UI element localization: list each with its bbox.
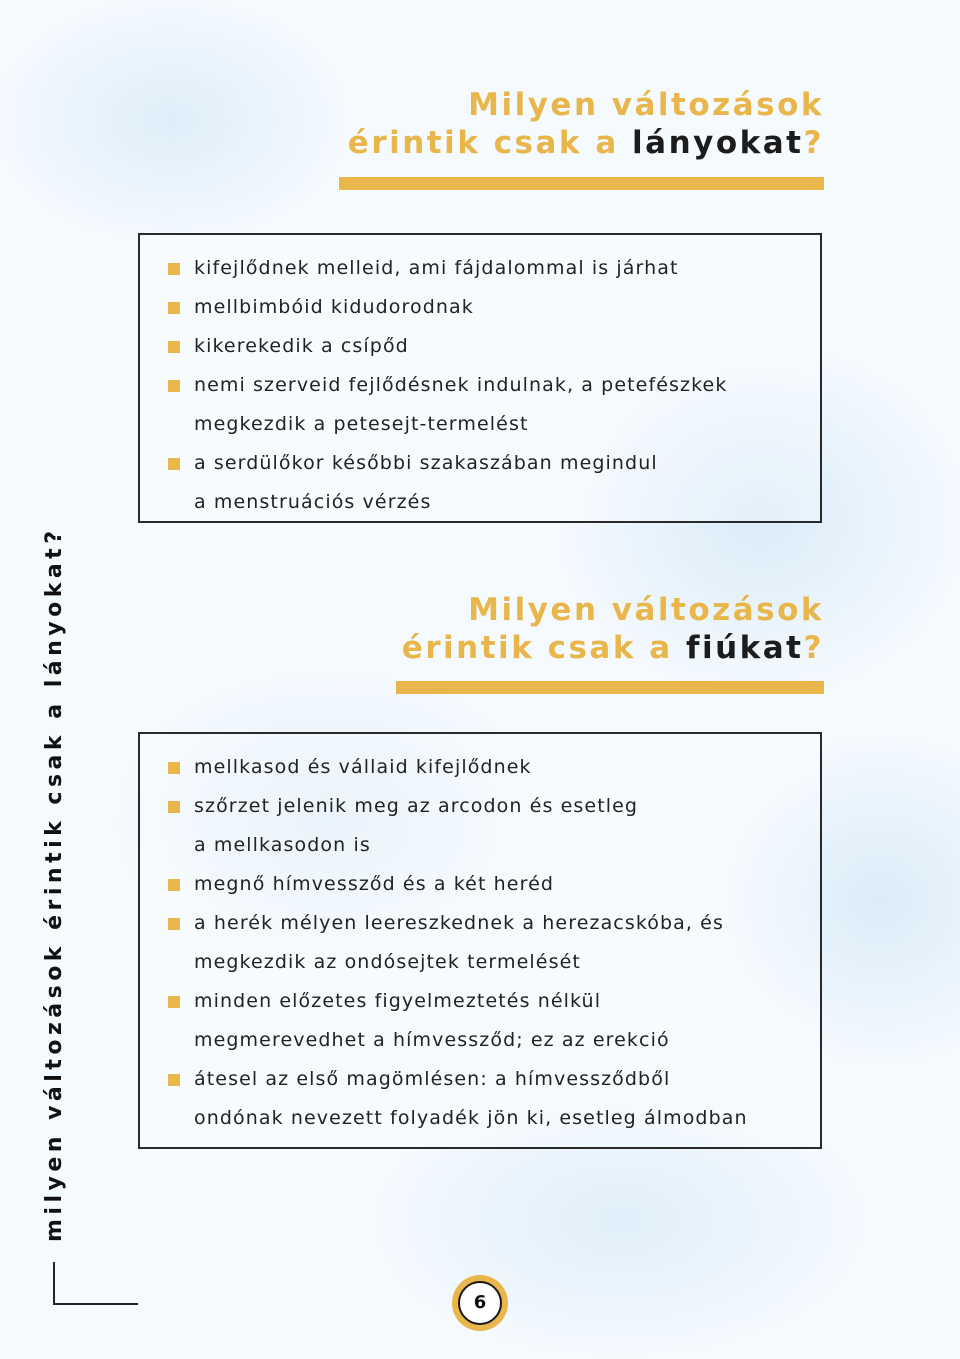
girls-heading-pre: érintik csak a xyxy=(347,125,633,161)
girls-heading-line2 xyxy=(348,124,824,162)
list-item-continuation xyxy=(140,483,820,522)
list-item-text: nemi szerveid fejlődésnek indulnak, a petefészkek xyxy=(194,374,728,396)
list-item xyxy=(140,904,820,943)
list-item-text: kifejlődnek melleid, ami fájdalommal is járhat xyxy=(194,257,679,279)
list-item-continuation xyxy=(140,826,820,865)
list-item xyxy=(140,249,820,288)
boys-heading-line1: Milyen változások xyxy=(468,592,824,628)
list-item xyxy=(140,982,820,1021)
girls-heading-emph: lányokat xyxy=(632,125,804,161)
page-number-badge xyxy=(452,1275,508,1331)
corner-rule-vertical xyxy=(53,1262,55,1305)
bullet-square-icon xyxy=(168,380,180,392)
list-item-text: kikerekedik a csípőd xyxy=(194,335,409,357)
bullet-square-icon xyxy=(168,263,180,275)
list-item xyxy=(140,787,820,826)
list-item xyxy=(140,444,820,483)
list-item-text: a serdülőkor későbbi szakaszában megindul xyxy=(194,452,658,474)
girls-heading-line1: Milyen változások xyxy=(468,87,824,123)
list-item-text: megnő hímvessződ és a két heréd xyxy=(194,873,555,895)
list-item-text: minden előzetes figyelmeztetés nélkül xyxy=(194,990,602,1012)
list-item-continuation xyxy=(140,943,820,982)
list-item-text: szőrzet jelenik meg az arcodon és esetleg xyxy=(194,795,639,817)
list-item-continuation xyxy=(140,1099,820,1138)
bullet-square-icon xyxy=(168,458,180,470)
boys-heading-emph: fiúkat xyxy=(685,630,804,666)
bullet-square-icon xyxy=(168,762,180,774)
girls-heading-underline xyxy=(339,177,824,190)
bullet-square-icon xyxy=(168,879,180,891)
girls-heading-qmark: ? xyxy=(803,125,824,161)
list-item xyxy=(140,366,820,405)
list-item-text: a mellkasodon is xyxy=(194,834,371,856)
bullet-square-icon xyxy=(168,918,180,930)
corner-rule-horizontal xyxy=(53,1303,138,1305)
list-item-continuation xyxy=(140,405,820,444)
list-item xyxy=(140,1060,820,1099)
boys-heading-pre: érintik csak a xyxy=(401,630,686,666)
bullet-square-icon xyxy=(168,302,180,314)
side-title: milyen változások érintik csak a lányokat? xyxy=(42,526,67,1242)
girls-changes-box xyxy=(138,233,822,523)
bullet-square-icon xyxy=(168,341,180,353)
list-item-text: mellbimbóid kidudorodnak xyxy=(194,296,474,318)
list-item xyxy=(140,327,820,366)
list-item-text: a menstruációs vérzés xyxy=(194,491,432,513)
boys-heading-line2 xyxy=(402,629,824,667)
bullet-square-icon xyxy=(168,1074,180,1086)
bullet-square-icon xyxy=(168,801,180,813)
boys-heading-underline xyxy=(396,681,824,694)
list-item xyxy=(140,865,820,904)
boys-changes-box xyxy=(138,732,822,1149)
boys-heading xyxy=(402,591,824,667)
list-item-text: átesel az első magömlésen: a hímvessződből xyxy=(194,1068,671,1090)
girls-changes-list xyxy=(140,235,820,522)
page-number: 6 xyxy=(458,1281,502,1325)
list-item-continuation xyxy=(140,1021,820,1060)
boys-changes-list xyxy=(140,734,820,1138)
list-item-text: megmerevedhet a hímvessződ; ez az erekció xyxy=(194,1029,670,1051)
list-item xyxy=(140,748,820,787)
list-item-text: ondónak nevezett folyadék jön ki, esetleg álmodban xyxy=(194,1107,748,1129)
list-item-text: mellkasod és vállaid kifejlődnek xyxy=(194,756,532,778)
list-item-text: a herék mélyen leereszkednek a herezacskóba, és xyxy=(194,912,724,934)
list-item xyxy=(140,288,820,327)
list-item-text: megkezdik a petesejt-termelést xyxy=(194,413,529,435)
boys-heading-qmark: ? xyxy=(803,630,824,666)
girls-heading xyxy=(348,86,824,162)
bullet-square-icon xyxy=(168,996,180,1008)
list-item-text: megkezdik az ondósejtek termelését xyxy=(194,951,581,973)
